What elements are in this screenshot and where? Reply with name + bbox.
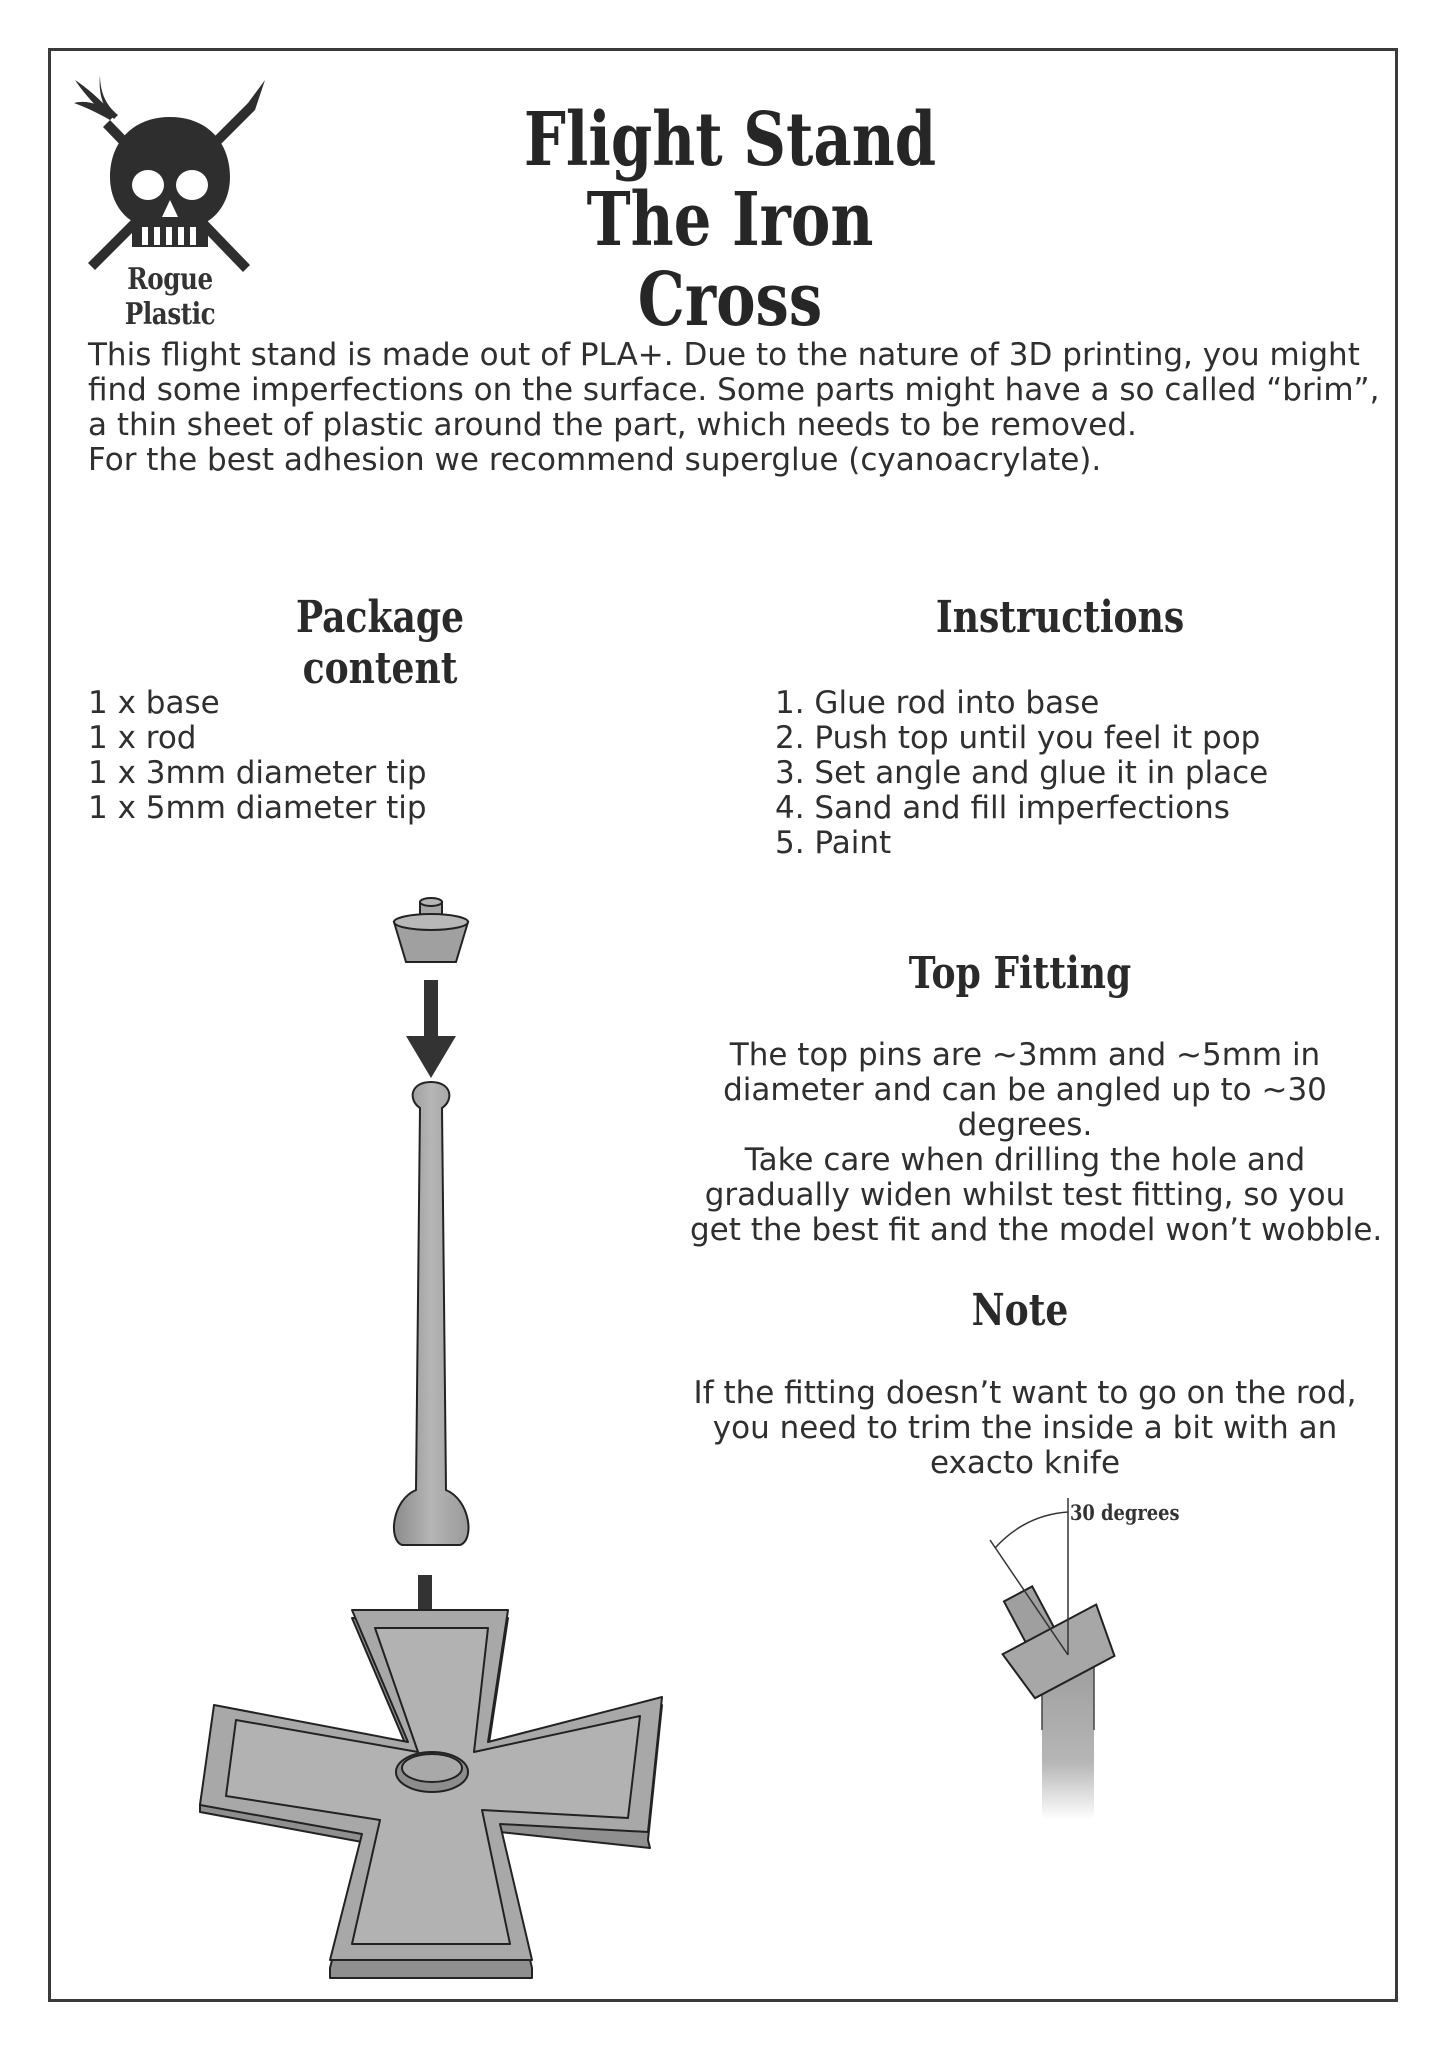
note-line: exacto knife <box>929 1445 1121 1481</box>
instruction-step: 1. Glue rod into base <box>775 685 1100 721</box>
instruction-step: 4. Sand and fill imperfections <box>775 790 1230 826</box>
top-fitting-line: degrees. <box>957 1107 1093 1143</box>
instruction-step: 5. Paint <box>775 825 892 861</box>
note-heading: Note <box>971 1285 1069 1336</box>
package-heading: Package content <box>295 592 465 694</box>
intro-line: For the best adhesion we recommend superglue (cyanoacrylate). <box>88 442 1102 478</box>
title-line-1: Flight Stand <box>523 97 937 183</box>
angle-label: 30 degrees <box>1070 1500 1180 1525</box>
instruction-step: 3. Set angle and glue it in place <box>775 755 1269 791</box>
note-line: you need to trim the inside a bit with an <box>712 1410 1338 1446</box>
intro-line: find some imperfections on the surface. Some parts might have a so called “brim”, <box>88 372 1380 408</box>
intro-line: This flight stand is made out of PLA+. Due to the nature of 3D printing, you might <box>88 337 1360 373</box>
top-fitting-line: get the best fit and the model won’t wobble. <box>690 1212 1383 1248</box>
intro-line: a thin sheet of plastic around the part, which needs to be removed. <box>88 407 1137 443</box>
instructions-heading: Instructions <box>935 592 1185 643</box>
top-fitting-line: gradually widen whilst test fitting, so you <box>704 1177 1346 1213</box>
arrow-down-icon <box>406 980 456 1078</box>
angle-diagram <box>970 1490 1190 1820</box>
package-item: 1 x 5mm diameter tip <box>88 790 427 826</box>
iron-cross-base-part <box>200 1610 668 2050</box>
brand-name: Rogue Plastic <box>124 262 216 332</box>
top-fitting-line: Take care when drilling the hole and <box>744 1142 1306 1178</box>
title-line-2: The Iron Cross <box>586 177 874 343</box>
top-fitting-heading: Top Fitting <box>908 948 1132 999</box>
rod-part <box>394 1082 469 1545</box>
package-item: 1 x rod <box>88 720 197 756</box>
package-item: 1 x base <box>88 685 220 721</box>
note-line: If the fitting doesn’t want to go on the rod, <box>693 1375 1357 1411</box>
top-fitting-line: diameter and can be angled up to ~30 <box>723 1072 1327 1108</box>
package-item: 1 x 3mm diameter tip <box>88 755 427 791</box>
top-tip-part <box>394 898 468 962</box>
instruction-step: 2. Push top until you feel it pop <box>775 720 1261 756</box>
top-fitting-line: The top pins are ~3mm and ~5mm in <box>729 1037 1321 1073</box>
